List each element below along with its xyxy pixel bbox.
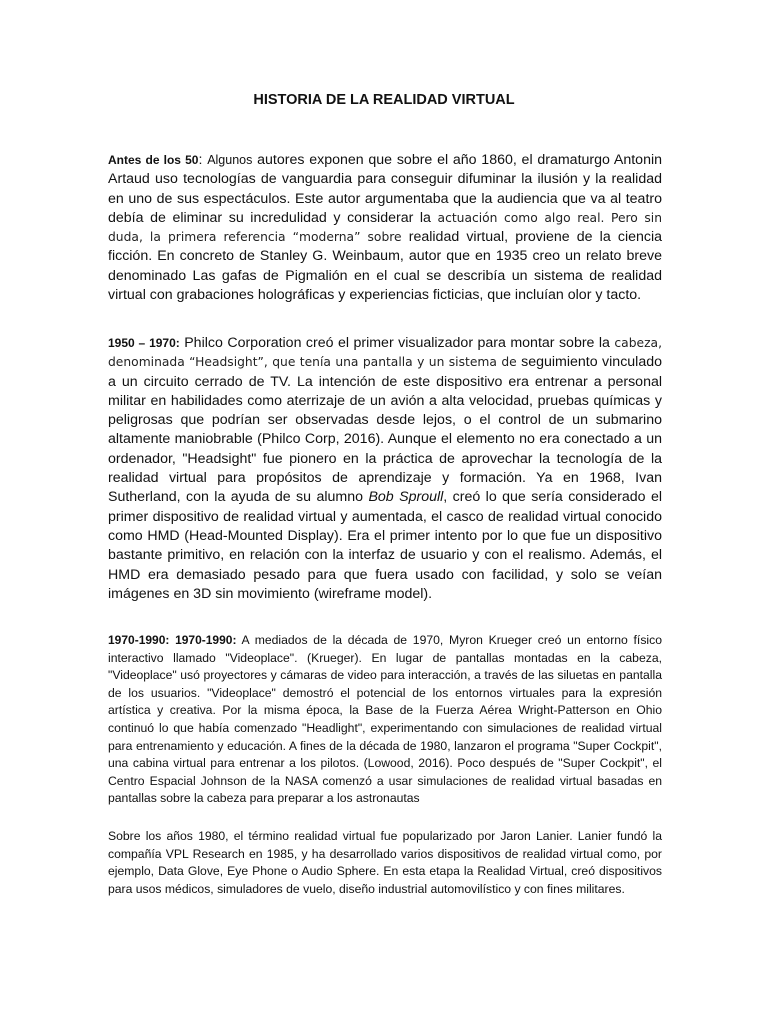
paragraph-1970-1990 bbox=[108, 632, 662, 808]
paragraph-text: Sobre los años 1980, el término realidad virtual fue popularizado por Jaron Lanier. Lanier fundó la compañía VPL Research en 1985, y ha desarrollado varios dispositivos de realidad virtual como, por ejemplo, Data Glove, Eye Phone o Audio Sphere. En esta etapa la Realidad Virtual, creó dispositivos para usos médicos, simuladores de vuelo, diseño industrial automovilístico y con fines militares. bbox=[108, 829, 662, 896]
paragraph-text: realidad virtual, proviene de la ciencia ficción. En concreto de Stanley G. Weinbaum, autor que en 1935 creo un relato breve denominado Las gafas de Pigmalión en el cual se describía un sistema de realidad virtual con grabaciones holográficas y experiencias ficticias, que incluían olor y tacto. bbox=[108, 229, 663, 304]
paragraph-1950-1970 bbox=[108, 334, 662, 604]
paragraph-lead: 1970-1990: 1970-1990: bbox=[108, 633, 237, 647]
paragraph-text-alt-font: actuación como algo real. Pero sin duda, la primera referencia “moderna” sobre bbox=[108, 210, 662, 245]
paragraph-separator: : bbox=[198, 152, 208, 168]
paragraph-antes-de-los-50 bbox=[108, 151, 662, 305]
paragraph-text: seguimiento vinculado a un circuito cerrado de TV. La intención de este dispositivo era entrenar a personal militar en habilidades como aterrizaje de un avión a alta velocidad, pruebas químicas y peligrosas que podrían ser observadas desde lejos, o el control de un submarino altamente maniobrable (Philco Corp, 2016). Aunque el elemento no era conectado a un ordenador, "Headsight" fue pionero en la práctica de aprovechar la tecnología de la realidad virtual para propósitos de aprendizaje y formación. Ya en 1968, Ivan Sutherland, con la ayuda de su alumno bbox=[108, 354, 663, 506]
paragraph-text: Philco Corporation creó el primer visualizador para montar sobre la bbox=[179, 335, 615, 351]
paragraph-word: Algunos bbox=[207, 153, 253, 167]
paragraph-lead: Antes de los 50 bbox=[108, 153, 199, 167]
paragraph-text: , creó lo que sería considerado el primer dispositivo de realidad virtual y aumentada, el casco de realidad virtual conocido como HMD (Head-Mounted Display). Era el primer intento por lo que fue un dispositivo bastante primitivo, en relación con la interfaz de usuario y con el realismo. Además, el HMD era demasiado pesado para que fuera usado con facilidad, y solo se veían imágenes en 3D sin movimiento (wireframe model). bbox=[108, 489, 662, 602]
document-title: HISTORIA DE LA REALIDAD VIRTUAL bbox=[253, 92, 515, 108]
paragraph-text: autores exponen que sobre el año 1860, el dramaturgo Antonin Artaud uso tecnologías de vanguardia para conseguir difuminar la ilusión y la realidad en uno de sus espectáculos. Este autor argumentaba que la audiencia que va al teatro debía de eliminar su incredulidad y considerar la bbox=[108, 152, 663, 226]
paragraph-italic-name: Bob Sproull bbox=[368, 489, 444, 506]
paragraph-text-alt-font: cabeza, denominada “Headsight”, que tenía una pantalla y un sistema de bbox=[108, 336, 662, 370]
paragraph-lead: 1950 – 1970: bbox=[108, 336, 180, 350]
paragraph-1980s bbox=[108, 828, 662, 898]
paragraph-text: A mediados de la década de 1970, Myron Krueger creó un entorno físico interactivo llamado "Videoplace". (Krueger). En lugar de pantallas montadas en la cabeza, "Videoplace" usó proyectores y cámaras de video para interacción, a través de las siluetas en pantalla de los usuarios. "Videoplace" demostró el potencial de los entornos virtuales para la expresión artística y creativa. Por la misma época, la Base de la Fuerza Aérea Wright-Patterson en Ohio continuó lo que había comenzado "Headlight", experimentando con simulaciones de realidad virtual para entrenamiento y educación. A fines de la década de 1980, lanzaron el programa "Super Cockpit", una cabina virtual para entrenar a los pilotos. (Lowood, 2016). Poco después de "Super Cockpit", el Centro Espacial Johnson de la NASA comenzó a usar simulaciones de realidad virtual basadas en pantallas sobre la cabeza para preparar a los astronautas bbox=[108, 633, 662, 806]
